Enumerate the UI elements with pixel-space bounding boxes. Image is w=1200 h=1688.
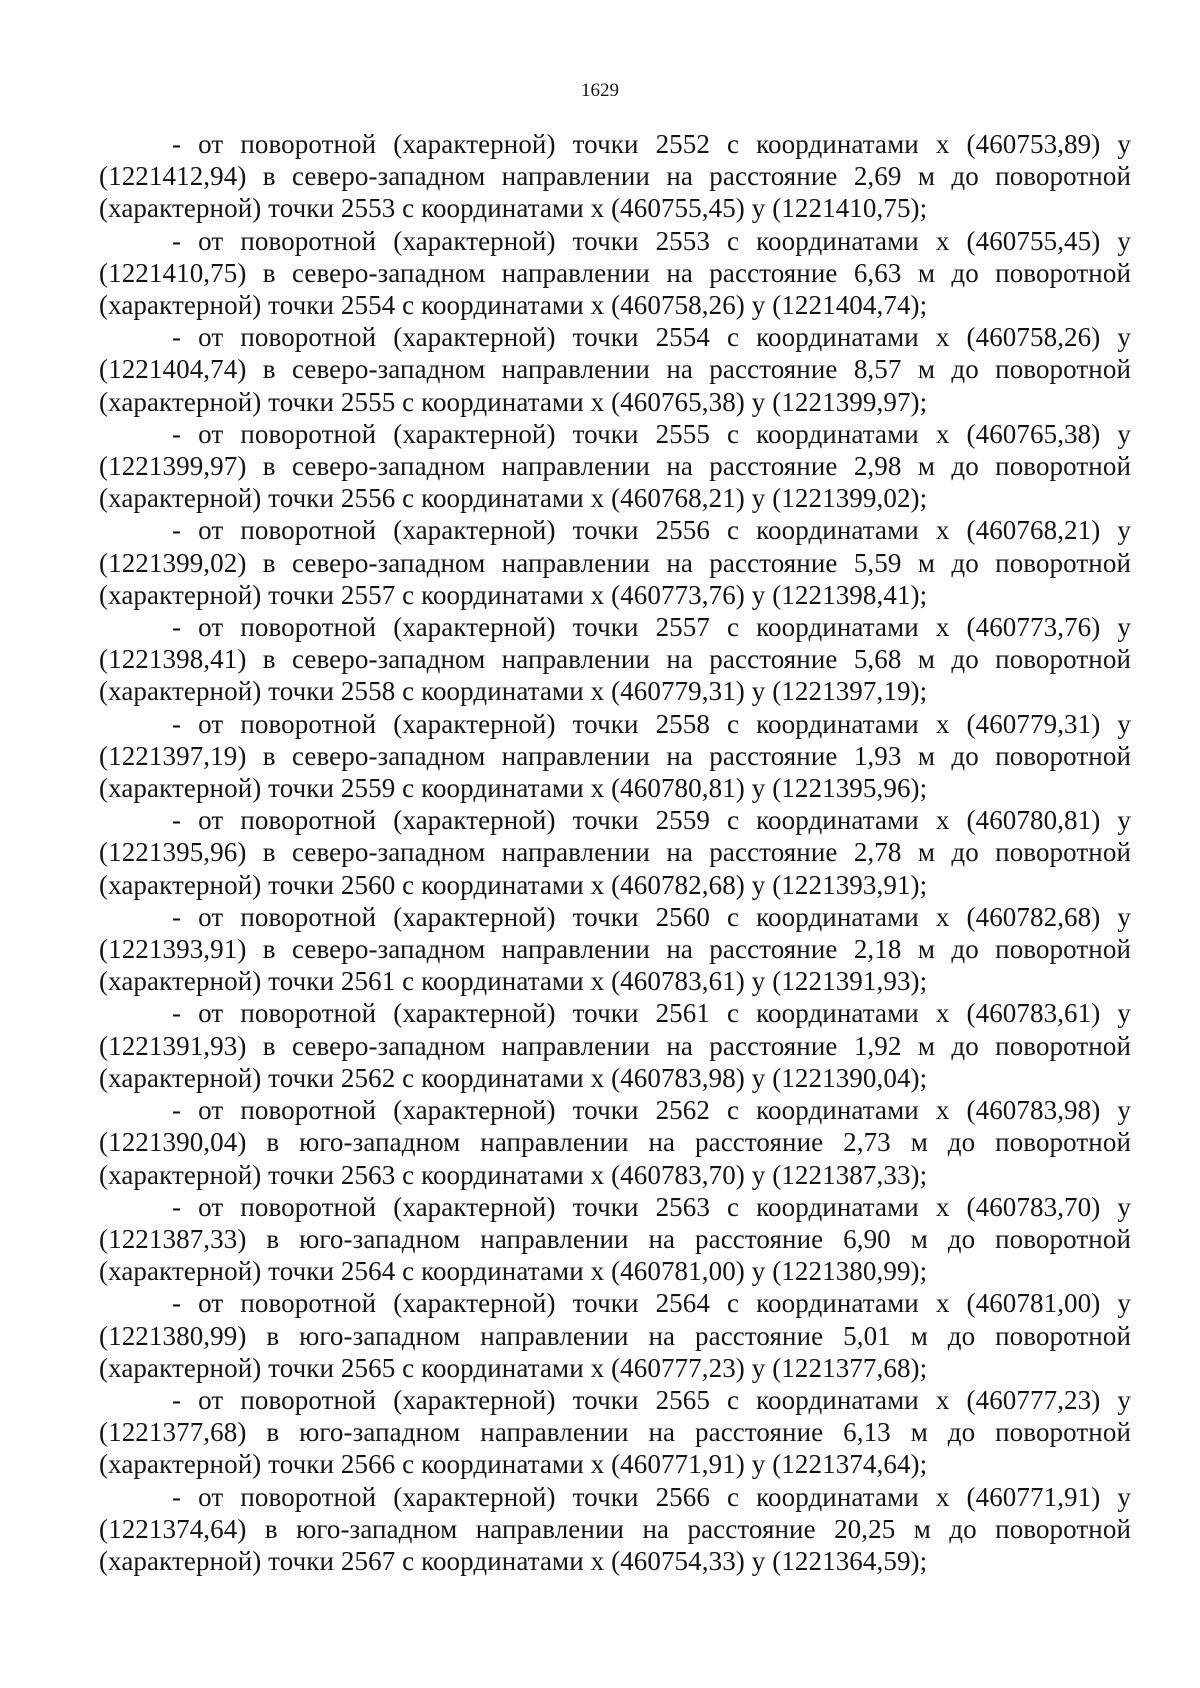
boundary-segment-2556 bbox=[99, 514, 1131, 611]
boundary-segment-2552 bbox=[99, 128, 1131, 225]
boundary-segment-2561 bbox=[99, 997, 1131, 1094]
paragraph-text: - от поворотной (характерной) точки 2561 с координатами х (460783,61) у (1221391,93) в северо-западном направлении на расстояние 1,92 м до поворотной (характерной) точки 2562 с координатами х (460783,98) у (1221390,04); bbox=[99, 998, 1131, 1093]
boundary-segment-2563 bbox=[99, 1191, 1131, 1288]
paragraph-text: - от поворотной (характерной) точки 2558 с координатами х (460779,31) у (1221397,19) в северо-западном направлении на расстояние 1,93 м до поворотной (характерной) точки 2559 с координатами х (460780,81) у (1221395,96); bbox=[99, 708, 1131, 804]
boundary-segment-2562 bbox=[99, 1094, 1131, 1191]
paragraph-text: - от поворотной (характерной) точки 2559 с координатами х (460780,81) у (1221395,96) в северо-западном направлении на расстояние 2,78 м до поворотной (характерной) точки 2560 с координатами х (460782,68) у (1221393,91); bbox=[99, 805, 1131, 900]
paragraph-text: - от поворотной (характерной) точки 2555 с координатами х (460765,38) у (1221399,97) в северо-западном направлении на расстояние 2,98 м до поворотной (характерной) точки 2556 с координатами х (460768,21) у (1221399,02); bbox=[99, 418, 1131, 514]
boundary-segment-2553 bbox=[99, 225, 1131, 322]
paragraph-text: - от поворотной (характерной) точки 2565 с координатами х (460777,23) у (1221377,68) в юго-западном направлении на расстояние 6,13 м до поворотной (характерной) точки 2566 с координатами х (460771,91) у (1221374,64); bbox=[99, 1384, 1131, 1480]
paragraph-text: - от поворотной (характерной) точки 2563 с координатами х (460783,70) у (1221387,33) в юго-западном направлении на расстояние 6,90 м до поворотной (характерной) точки 2564 с координатами х (460781,00) у (1221380,99); bbox=[99, 1191, 1131, 1287]
paragraph-text: - от поворотной (характерной) точки 2554 с координатами х (460758,26) у (1221404,74) в северо-западном направлении на расстояние 8,57 м до поворотной (характерной) точки 2555 с координатами х (460765,38) у (1221399,97); bbox=[99, 322, 1131, 417]
paragraph-text: - от поворотной (характерной) точки 2562 с координатами х (460783,98) у (1221390,04) в юго-западном направлении на расстояние 2,73 м до поворотной (характерной) точки 2563 с координатами х (460783,70) у (1221387,33); bbox=[99, 1095, 1131, 1190]
boundary-segment-2559 bbox=[99, 804, 1131, 901]
paragraph-text: - от поворотной (характерной) точки 2552 с координатами х (460753,89) у (1221412,94) в северо-западном направлении на расстояние 2,69 м до поворотной (характерной) точки 2553 с координатами х (460755,45) у (1221410,75); bbox=[99, 129, 1131, 224]
paragraph-text: - от поворотной (характерной) точки 2564 с координатами х (460781,00) у (1221380,99) в юго-западном направлении на расстояние 5,01 м до поворотной (характерной) точки 2565 с координатами х (460777,23) у (1221377,68); bbox=[99, 1288, 1131, 1383]
boundary-segment-2558 bbox=[99, 708, 1131, 805]
boundary-segment-2554 bbox=[99, 321, 1131, 418]
paragraph-text: - от поворотной (характерной) точки 2566 с координатами х (460771,91) у (1221374,64) в юго-западном направлении на расстояние 20,25 м до поворотной (характерной) точки 2567 с координатами х (460754,33) у (1221364,59); bbox=[99, 1481, 1131, 1576]
page-number: 1629 bbox=[581, 80, 619, 101]
paragraph-text: - от поворотной (характерной) точки 2560 с координатами х (460782,68) у (1221393,91) в северо-западном направлении на расстояние 2,18 м до поворотной (характерной) точки 2561 с координатами х (460783,61) у (1221391,93); bbox=[99, 901, 1131, 997]
boundary-segment-2555 bbox=[99, 418, 1131, 515]
document-body bbox=[99, 128, 1131, 1577]
boundary-segment-2557 bbox=[99, 611, 1131, 708]
boundary-segment-2565 bbox=[99, 1384, 1131, 1481]
boundary-segment-2566 bbox=[99, 1481, 1131, 1578]
boundary-segment-2560 bbox=[99, 901, 1131, 998]
paragraph-text: - от поворотной (характерной) точки 2556 с координатами х (460768,21) у (1221399,02) в северо-западном направлении на расстояние 5,59 м до поворотной (характерной) точки 2557 с координатами х (460773,76) у (1221398,41); bbox=[99, 515, 1131, 610]
boundary-segment-2564 bbox=[99, 1287, 1131, 1384]
paragraph-text: - от поворотной (характерной) точки 2557 с координатами х (460773,76) у (1221398,41) в северо-западном направлении на расстояние 5,68 м до поворотной (характерной) точки 2558 с координатами х (460779,31) у (1221397,19); bbox=[99, 612, 1131, 707]
paragraph-text: - от поворотной (характерной) точки 2553 с координатами х (460755,45) у (1221410,75) в северо-западном направлении на расстояние 6,63 м до поворотной (характерной) точки 2554 с координатами х (460758,26) у (1221404,74); bbox=[99, 225, 1131, 321]
